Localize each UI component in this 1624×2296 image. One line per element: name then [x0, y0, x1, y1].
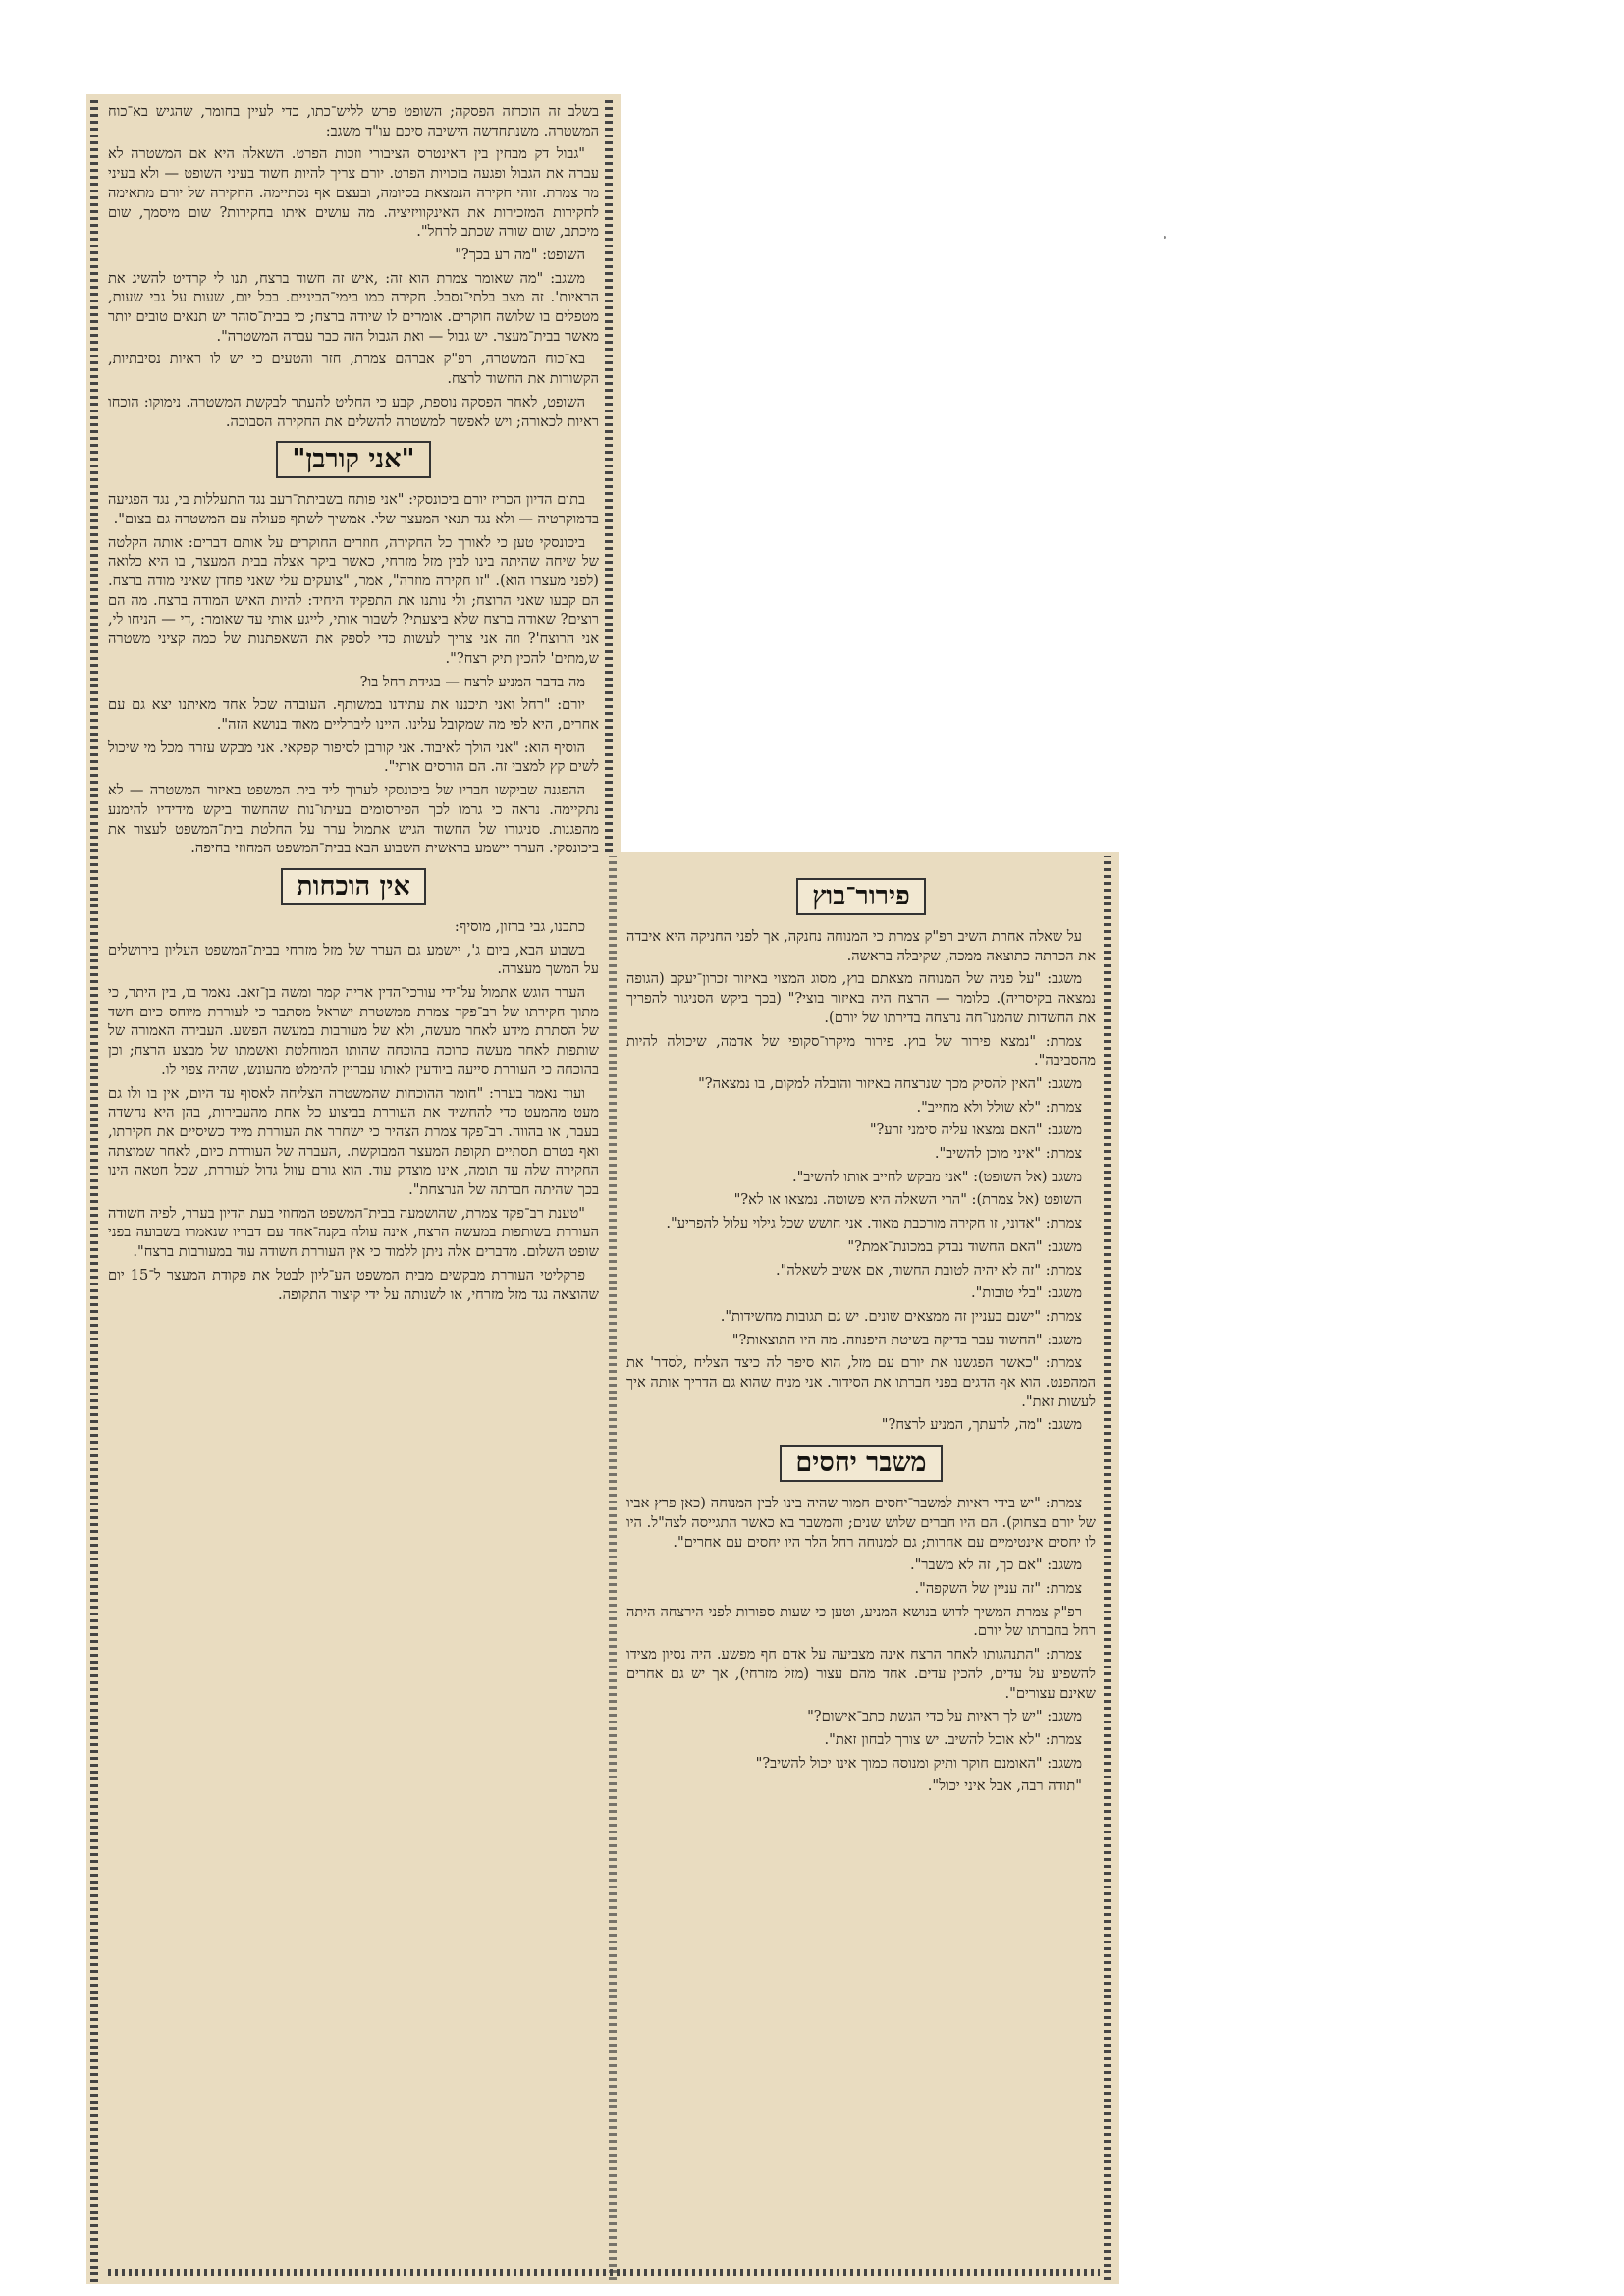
- paragraph: בא־כוח המשטרה, רפ"ק אברהם צמרת, חזר והטעים כי יש לו ראיות נסיבתיות, הקשורות את החשוד לרצח.: [108, 351, 599, 388]
- column-rule-middle: [609, 856, 617, 2280]
- subheading-ein-hochachot: אין הוכחות: [108, 868, 599, 905]
- paragraph: הוסיף הוא: "אני הולך לאיבוד. אני קורבן לסיפור קפקאי. אני מבקש עזרה מכל מי שיכול לשים קץ למצבי זה. הם הורסים אותי".: [108, 738, 599, 776]
- paragraph: רפ"ק צמרת המשיך לדוש בנושא המניע, וטען כי שעות ספורות לפני הירצחה היתה רחל בחברתו של יורם.: [626, 1603, 1096, 1640]
- paragraph: משגב: "יש לך ראיות על כדי הגשת כתב־אישום?": [807, 1708, 1082, 1725]
- article-column-left: [108, 102, 599, 1308]
- paragraph: צמרת: "אדוני, זו חקירה מורכבת מאוד. אני חושש שכל גילוי עלול להפריע".: [666, 1215, 1082, 1232]
- paragraph: מה בדבר המניע לרצח — בגידת רחל בו?: [359, 673, 585, 690]
- speck: [1164, 236, 1166, 239]
- paragraph: צמרת: "נמצא פירור של בוץ. פירור מיקרו־סקופי של אדמה, שיכולה להיות מהסביבה".: [626, 1032, 1096, 1069]
- paragraph: משגב (אל השופט): "אני מבקש לחייב אותו להשיב".: [791, 1168, 1082, 1185]
- paragraph: "גבול דק מבחין בין האינטרס הציבורי וזכות הפרט. השאלה היא אם המשטרה לא עברה את הגבול ופגעה בזכויות הפרט. יורם צריך להיות חשוד בעיני השופט — ולא בעיני מר צמרת. זוהי חקירה הנמצאת בסיומה, ובעצם אף נסתיימה. החקירה של יורם מתאימה לחקירות המזכירות את האינקוויזיציה. מה עושים איתו בחקירות? שום מיסמך, שום מיכתב, שום שורה שכתב לרחל".: [108, 145, 599, 241]
- paragraph: משגב: "אם כך, זה לא משבר".: [909, 1557, 1082, 1574]
- column-rule-right: [1104, 856, 1111, 2280]
- paragraph: צמרת: "זה עניין של השקפה".: [914, 1579, 1082, 1597]
- article-column-right: [626, 864, 1096, 1800]
- paragraph: צמרת: "כאשר הפגשנו את יורם עם מזל, הוא סיפר לה כיצד הצליח ,לסדר' את המהפנט. הוא אף הדגים בפני חברתו את הסידור. אני מניח שהוא גם הדריך אותה איך לעשות זאת".: [626, 1354, 1096, 1410]
- subheading-ani-korban: "אני קורבן": [108, 441, 599, 478]
- paragraph: בתום הדיון הכריז יורם ביכונסקי: "אני פותח בשביתת־רעב נגד התעללות בי, נגד הפגיעה בדמוקרטיה — ולא נגד תנאי המעצר שלי. אמשיך לשתף פעולה עם המשטרה גם בצום".: [108, 491, 599, 527]
- paragraph: "תודה רבה, אבל איני יכול".: [927, 1777, 1082, 1795]
- paragraph: השופט: "מה רע בכך?": [455, 246, 585, 263]
- paragraph: בשבוע הבא, ביום ג', יישמע גם הערר של מזל מזרחי בבית־המשפט העליון בירושלים על המשך מעצרה.: [108, 941, 599, 978]
- paragraph: צמרת: "לא אוכל להשיב. יש צורך לבחון זאת".: [824, 1730, 1082, 1748]
- paragraph: משגב: "האם נמצאו עליה סימני זרע?": [869, 1121, 1082, 1139]
- paragraph: צמרת: "איני מוכן להשיב".: [934, 1145, 1082, 1163]
- paragraph: ההפגנה שביקשו חבריו של ביכונסקי לערוך ליד בית המשפט באיזור המשטרה — לא נתקיימה. נראה כי גרמו לכך הפירסומים בעיתו־נות שהחשוד ביקש מידידיו להימנע מהפגנות. סניגורו של החשוד הגיש אתמול ערר על החלטת בית־המשפט לעצור את ביכונסקי. הערר יישמע בראשית השבוע הבא בבית־המשפט המחוזי בחיפה.: [108, 782, 599, 857]
- paragraph: משגב: "האם החשוד נבדק במכונת־אמת?": [847, 1237, 1082, 1255]
- bottom-rule: [108, 2269, 1100, 2276]
- paragraph: כתבנו, גבי ברזון, מוסיף:: [454, 917, 585, 935]
- paragraph: משגב: "החשוד עבר בדיקה בשיטת היפנוזה. מה היו התוצאות?": [731, 1331, 1082, 1348]
- paragraph: משגב: "בלי טובות".: [971, 1285, 1082, 1302]
- paragraph: "טענת רב־פקד צמרת, שהושמעה בבית־המשפט המחוזי בעת הדיון בערר, לפיה חשודה העוררת בשותפות במעשה הרצח, אינה עולה בקנה־אחד עם דבריו שנאמרו בשבועה בפני שופט השלום. מדברים אלה ניתן ללמוד כי אין העוררת חשודה עוד במעורבות ברצח".: [108, 1204, 599, 1261]
- paragraph: צמרת: "ישנם בעניין זה ממצאים שונים. יש גם תגובות מחשידות".: [720, 1307, 1082, 1325]
- paragraph: משגב: "על פניה של המנוחה מצאתם בוץ, מסוג המצוי באיזור זכרון־יעקב (הגופה נמצאה בקיסריה). כלומר — הרצח היה באיזור בוצי?" (בכך ביקש הסניגור להפריך את החשדות שהמנו־חה נרצחה בדירתו של יורם).: [626, 970, 1096, 1026]
- column-rule-left: [90, 96, 98, 2282]
- paragraph: משגב: "האומנם חוקר ותיק ומנוסה כמוך אינו יכול להשיב?": [755, 1754, 1082, 1772]
- paragraph: יורם: "רחל ואני תיכננו את עתידנו במשותף. העובדה שכל אחד מאיתנו יצא גם עם אחרים, היא לפי מה שמקובל עלינו. היינו ליברליים מאוד בנושא הזה".: [108, 696, 599, 733]
- paragraph: השופט, לאחר הפסקה נוספת, קבע כי החליט להעתר לבקשת המשטרה. נימוקו: הוכחו ראיות לכאורה; ויש לאפשר למשטרה להשלים את החקירה הסבוכה.: [108, 393, 599, 430]
- subheading-mashber-yechasim: משבר יחסים: [626, 1445, 1096, 1482]
- paragraph: בשלב זה הוכרזה הפסקה; השופט פרש לליש־כתו, כדי לעיין בחומר, שהגיש בא־כוח המשטרה. משנתחדשה הישיבה סיכם עו"ד משגב:: [108, 103, 599, 139]
- paragraph: השופט (אל צמרת): "הרי השאלה היא פשוטה. נמצאו או לא?": [733, 1191, 1082, 1209]
- paragraph: משגב: "מה שאומר צמרת הוא זה: ,איש זה חשוד ברצח, תנו לי קרדיט להשיג את הראיות'. זה מצב בלתי־נסבל. חקירה כמו בימי־הביניים. בכל יום, שעות על גבי שעות, מטפלים בו שלושה חוקרים. אומרים לו שיודה ברצח; כי בבית־סוהר יש תנאים טובים יותר מאשר בבית־מעצר. יש גבול — ואת הגבול הזה כבר עברה המשטרה".: [108, 269, 599, 345]
- paragraph: צמרת: "התנהגותו לאחר הרצח אינה מצביעה על אדם חף מפשע. היה נסיון מצידו להשפיע על עדים, להכין עדים. אחד מהם עצור (מזל מזרחי), אך יש גם אחרים שאינם עצורים".: [626, 1646, 1096, 1702]
- paragraph: משגב: "מה, לדעתך, המניע לרצח?": [881, 1416, 1082, 1434]
- paragraph: צמרת: "לא שולל ולא מחייב".: [916, 1098, 1082, 1116]
- paragraph: פרקליטי העוררת מבקשים מבית המשפט הע־ליון לבטל את פקודת המעצר ל־15 יום שהוצאה נגד מזל מזרחי, או לשנותה על ידי קיצור התקופה.: [108, 1266, 599, 1303]
- paragraph: ועוד נאמר בערר: "חומר ההוכחות שהמשטרה הצליחה לאסוף עד היום, אין בו ולו גם מעט מהמעט כדי להחשיד את העוררת בביצוע כל אחת מהעבירות, בהן היא נחשדה בעבר, או בהווה. רב־פקד צמרת הצהיר כי ישחרר את העוררת מייד כשיסיים את חקירתו, ואף בטרם תסתיים תקופת המעצר המבוקשת. ,העברה של העוררת כיום, לאחר שמוצתה החקירה שלה עד תומה, אינו מוצדק עוד. הוא גורם עוול גדול לעוררת, שכל חטאה הינו בכך שהיתה חברתה של הנרצחת".: [108, 1084, 599, 1199]
- paragraph: צמרת: "זה לא יהיה לטובת החשוד, אם אשיב לשאלה".: [776, 1261, 1082, 1279]
- column-rule-right-upper: [605, 96, 613, 852]
- paragraph: צמרת: "יש בידי ראיות למשבר־יחסים חמור שהיה בינו לבין המנוחה (כאן פרץ אביו של יורם בצחוק). הם היו חברים שלוש שנים; והמשבר בא כאשר התגייסה לצה"ל. היו לו יחסים אינטימיים עם אחרות; גם למנוחה רחל הלר היו יחסים עם אחרים".: [626, 1495, 1096, 1551]
- subheading-pirur-botz: פירור־בוץ: [626, 878, 1096, 915]
- paragraph: על שאלה אחרת השיב רפ"ק צמרת כי המנוחה נחנקה, אך לפני החניקה היא איבדה את הכרתה כתוצאה ממכה, שקיבלה בראשה.: [626, 928, 1096, 964]
- paragraph: משגב: "האין להסיק מכך שנרצחה באיזור והובלה למקום, בו נמצאה?": [698, 1074, 1082, 1092]
- paragraph: ביכונסקי טען כי לאורך כל החקירה, חוזרים החוקרים על אותם דברים: אותה הקלטה של שיחה שהיתה בינו לבין מזל מזרחי, כאשר ביקר אצלה בבית המעצר, בו היא כלואה (לפני מעצרו הוא). "זו חקירה מוזרה", אמר, "צועקים עלי שאני פחדן שאיני מודה ברצח. הם קבעו שאני הרוצח; ולי נותנו את התפקיד היחיד: להיות האיש המודה ברצח. מה הם רוצים? שאודה ברצח שלא ביצעתי? לשבור אותי, לייגע אותי עד שאומר: ,די — הניחו לי, אני הרוצח'? וזה אני צריך לעשות כדי לספק את השאפתנות של כמה קציני משטרה ש,מתים' להכין תיק רצח?".: [108, 533, 599, 667]
- paragraph: הערר הוגש אתמול על־ידי עורכי־הדין אריה קמר ומשה בן־זאב. נאמר בו, בין היתר, כי מתוך חקירתו של רב־פקד צמרת ממשטרת ישראל מסתבר כי לעוררת מיוחס כיום חשד של הסתרת מידע לאחר מעשה, ולא של מעורבות במעשה הפשע. העבירה האמורה של שותפות לאחר מעשה כרוכה בהוכחה שהותו המוחלטת ואשמתו של מבצע הרצח; וכן בהוכחה כי העוררת סייעה ביודעין לאותו עבריין להימלט מהעונש, שהיה צפוי לו.: [108, 984, 599, 1078]
